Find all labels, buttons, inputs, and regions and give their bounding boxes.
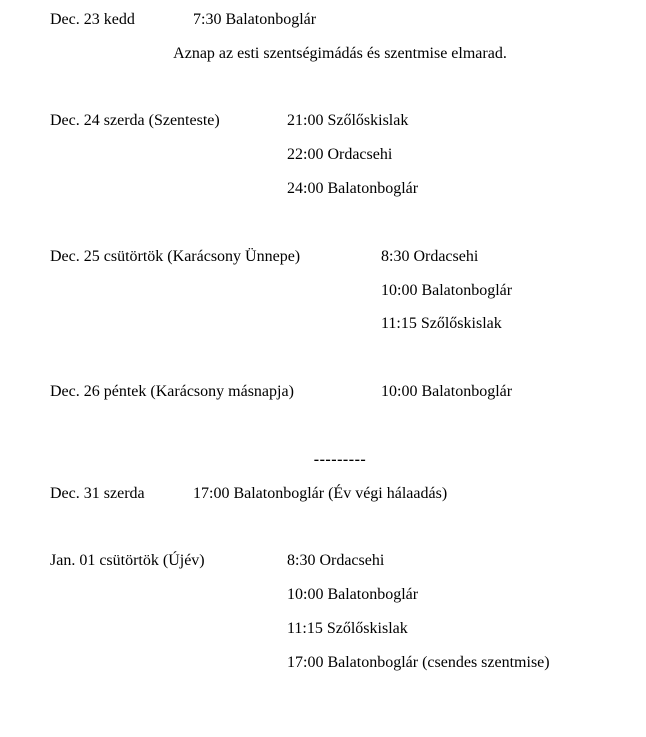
day-label-dec24: Dec. 24 szerda (Szenteste) — [50, 112, 220, 129]
mass-time-jan01-2: 10:00 Balatonboglár — [287, 586, 419, 603]
day-label-dec23: Dec. 23 kedd — [50, 11, 135, 28]
day-label-dec26: Dec. 26 péntek (Karácsony másnapja) — [50, 383, 294, 400]
mass-time-dec24-1: 21:00 Szőlőskislak — [287, 112, 409, 129]
mass-time-dec24-3: 24:00 Balatonboglár — [287, 180, 419, 197]
mass-time-dec25-3: 11:15 Szőlőskislak — [381, 315, 502, 332]
mass-time-dec23-1: 7:30 Balatonboglár — [193, 11, 317, 28]
mass-time-jan01-3: 11:15 Szőlőskislak — [287, 620, 408, 637]
mass-time-jan01-1: 8:30 Ordacsehi — [287, 552, 385, 569]
mass-time-dec26-1: 10:00 Balatonboglár — [381, 383, 513, 400]
mass-time-dec25-2: 10:00 Balatonboglár — [381, 282, 513, 299]
mass-time-dec31-1: 17:00 Balatonboglár (Év végi hálaadás) — [193, 485, 448, 502]
day-label-dec31: Dec. 31 szerda — [50, 485, 145, 502]
day-label-jan01: Jan. 01 csütörtök (Újév) — [50, 552, 205, 569]
day-label-dec25: Dec. 25 csütörtök (Karácsony Ünnepe) — [50, 248, 301, 265]
mass-time-dec25-1: 8:30 Ordacsehi — [381, 248, 479, 265]
mass-time-jan01-4: 17:00 Balatonboglár (csendes szentmise) — [287, 654, 550, 671]
mass-time-dec24-2: 22:00 Ordacsehi — [287, 146, 393, 163]
note-dec23: Aznap az esti szentségimádás és szentmise elmarad. — [173, 45, 507, 62]
section-separator: --------- — [313, 451, 367, 468]
